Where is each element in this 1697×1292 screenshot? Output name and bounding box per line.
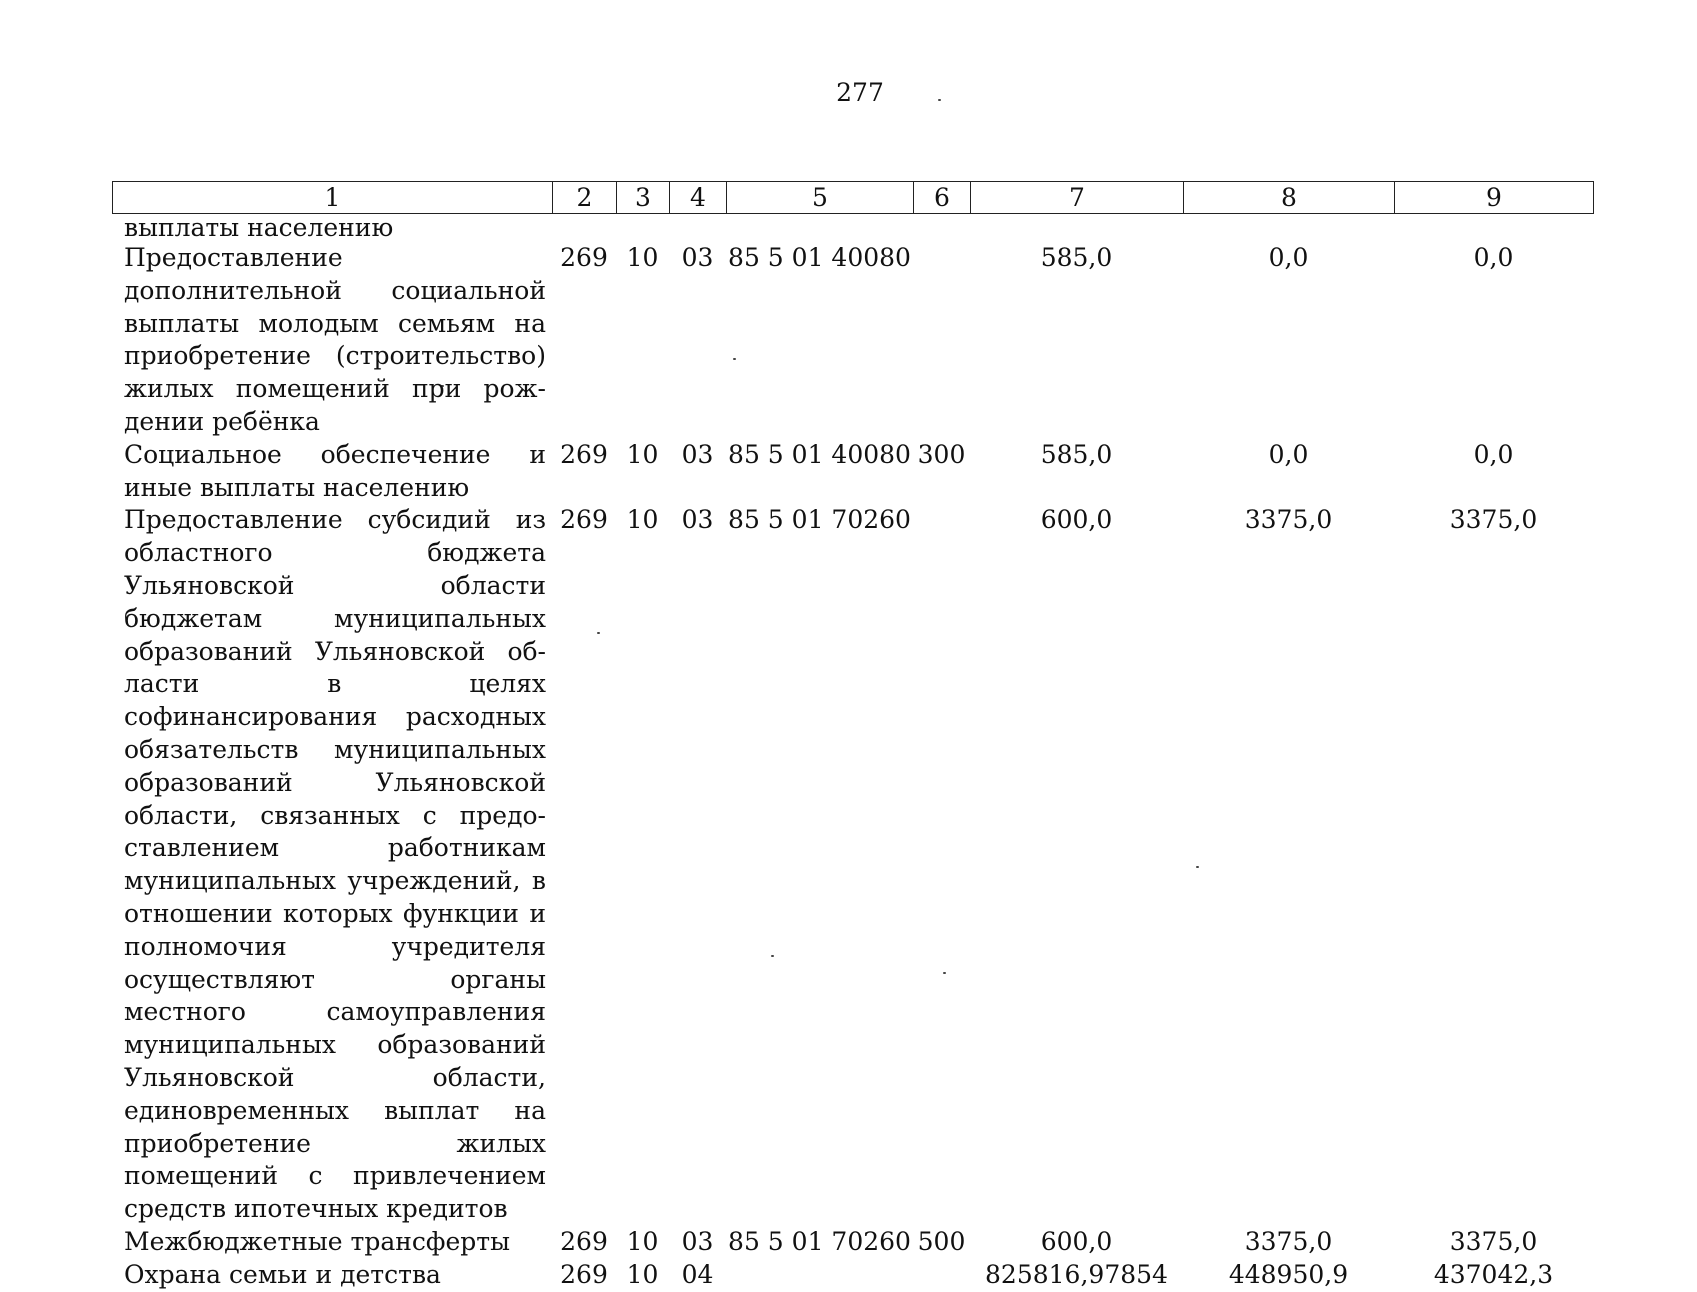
cell-col-4: 03	[681, 505, 714, 535]
cell-col-7	[970, 214, 1183, 242]
table-row	[112, 504, 1593, 1226]
cell-col-7: 600,0	[1040, 1226, 1113, 1256]
header-col-5: 5	[727, 182, 914, 214]
cell-col-9: 0,0	[1473, 439, 1514, 469]
cell-col-3: 10	[626, 1259, 659, 1289]
cell-col-5	[726, 214, 913, 242]
cell-col-6: 300	[917, 439, 966, 469]
cell-col-3: 10	[626, 505, 659, 535]
header-col-7: 7	[971, 182, 1184, 214]
table-row	[112, 1226, 1593, 1259]
cell-col-5: 85 5 01 70260	[728, 1226, 911, 1256]
cell-col-5	[726, 1259, 913, 1292]
row-name: Охрана семьи и детства	[124, 1259, 441, 1289]
cell-col-2: 269	[560, 1226, 608, 1256]
cell-col-6	[913, 504, 970, 1226]
budget-table	[112, 214, 1593, 1292]
cell-col-6	[913, 1259, 970, 1292]
cell-col-8: 448950,9	[1228, 1259, 1349, 1289]
table-row	[112, 1259, 1593, 1292]
header-col-3: 3	[617, 182, 670, 214]
header-col-2: 2	[553, 182, 617, 214]
table-row	[112, 439, 1593, 505]
cell-col-2	[552, 214, 616, 242]
table-row	[112, 214, 1593, 242]
cell-col-8	[1183, 214, 1394, 242]
cell-col-3	[616, 214, 669, 242]
row-name: выплаты населению	[124, 213, 394, 242]
cell-col-5: 85 5 01 70260	[728, 505, 911, 535]
cell-col-3: 10	[626, 1226, 659, 1256]
cell-col-3: 10	[626, 243, 659, 272]
cell-col-2: 269	[560, 243, 608, 272]
row-name: Предоставление субсидий из областного бюджета Ульяновской области бюджетам муниципальных образований Ульяновской области в целях софинансирования расходных обязательств муниципальных образований Ульяновской области, связанных с предоставлением работникам муниципальных учреждений, в отношении которых функции и полномочия учредителя осуществляют органы местного самоуправления муниципальных образований Ульяновской области, единовременных выплат на приобретение жилых помещений с привлечением средств ипотечных кредитов	[124, 505, 546, 1224]
cell-col-4: 04	[681, 1259, 714, 1289]
cell-col-6	[913, 242, 970, 439]
cell-col-8: 3375,0	[1244, 505, 1333, 535]
cell-col-2: 269	[560, 505, 608, 535]
cell-col-7: 585,0	[1040, 439, 1113, 469]
row-name: Социальное обеспечение и иные выплаты населению	[124, 439, 546, 502]
cell-col-7: 585,0	[1040, 243, 1113, 272]
cell-col-5: 85 5 01 40080	[728, 243, 911, 272]
header-col-6: 6	[914, 182, 971, 214]
cell-col-9: 437042,3	[1433, 1259, 1554, 1289]
cell-col-4: 03	[681, 1226, 714, 1256]
cell-col-9: 3375,0	[1449, 505, 1538, 535]
cell-col-7: 600,0	[1040, 505, 1113, 535]
cell-col-3: 10	[626, 439, 659, 469]
cell-col-4: 03	[681, 243, 714, 272]
header-row	[113, 182, 1594, 214]
cell-col-9	[1394, 214, 1593, 242]
table-header	[112, 181, 1594, 214]
cell-col-9: 0,0	[1473, 243, 1514, 272]
row-name: Предоставление дополнительной социальной выплаты молодым семьям на приобретение (строительство) жилых помещений при рождении ребёнка	[124, 243, 546, 436]
header-col-1: 1	[113, 182, 553, 214]
cell-col-5: 85 5 01 40080	[728, 439, 911, 469]
cell-col-2: 269	[560, 1259, 608, 1289]
header-col-9: 9	[1395, 182, 1594, 214]
row-name: Межбюджетные трансферты	[124, 1226, 511, 1256]
cell-col-4: 03	[681, 439, 714, 469]
cell-col-8: 0,0	[1268, 243, 1309, 272]
page-number: 277	[836, 78, 884, 107]
cell-col-8: 0,0	[1268, 439, 1309, 469]
cell-col-2: 269	[560, 439, 608, 469]
table-row	[112, 242, 1593, 439]
cell-col-6: 500	[917, 1226, 966, 1256]
header-col-4: 4	[670, 182, 727, 214]
header-col-8: 8	[1184, 182, 1395, 214]
cell-col-7: 825816,97854	[985, 1259, 1168, 1289]
cell-col-9: 3375,0	[1449, 1226, 1538, 1256]
cell-col-6	[913, 214, 970, 242]
cell-col-8: 3375,0	[1244, 1226, 1333, 1256]
cell-col-4	[669, 214, 726, 242]
